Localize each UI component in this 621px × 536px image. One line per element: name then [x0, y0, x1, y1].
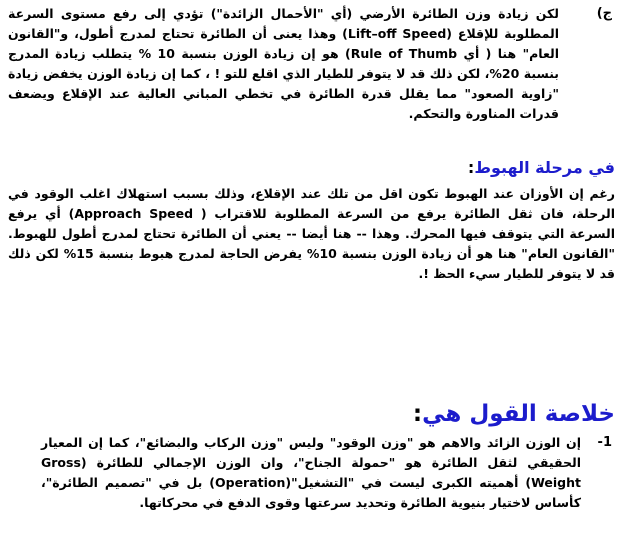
landing-phase-heading — [468, 160, 615, 176]
summary-heading — [413, 403, 615, 426]
summary-item-1-text: إن الوزن الزائد والاهم هو "وزن الوقود" وليس "وزن الركاب والبضائع"، كما إن المعيار الحقيقي لثقل الطائرة هو "حمولة الجناح"، وان الوزن الإجمالي للطائرة (Gross Weight) أهميته الكبرى ليست في "التشغيل"(Operation) بل في "تصميم الطائرة"، كأساس لاختيار بنيوية الطائرة وتحديد سرعتها وقوى الدفع في محركاتها. — [41, 435, 581, 510]
landing-heading-colon: : — [467, 158, 475, 177]
paragraph-takeoff-weight: لكن زيادة وزن الطائرة الأرضي (أي "الأحمال الزائدة") تؤدي إلى رفع مستوى السرعة المطلوبة للإقلاع (Lift–off Speed) وهذا يعنى أن الطائرة تحتاج لمدرج أطول، و"القانون العام" هنا ( أي Rule of Thumb) هو إن زيادة الوزن بنسبة 10 % يتطلب زيادة المدرج بنسبة 20%، لكن ذلك قد لا يتوفر للطيار الذي اقلع للتو ! ، كما إن زيادة الوزن يخفض زيادة "زاوية الصعود" مما يقلل قدرة الطائرة في تخطي المباني العالية عند الإقلاع ويضعف قدرات المناورة والتحكم. — [8, 6, 559, 121]
list-marker-c: ج) — [596, 6, 612, 21]
list-marker-1: 1- — [597, 435, 612, 450]
paragraph-landing: رغم إن الأوزان عند الهبوط تكون اقل من تلك عند الإقلاع، وذلك بسبب استهلاك اغلب الوقود في الرحلة، فان ثقل الطائرة يرفع من السرعة المطلوبة للاقتراب ( Approach Speed) أي يرفع السرعة التي يتوقف فيها المحرك. وهذا -- هنا أيضا -- يعني أن الطائرة تحتاج لمدرج أطول للهبوط. "القانون العام" هنا هو أن زيادة الوزن بنسبة 10% يفرض الحاجة لمدرج هبوط بنسبة 15% لكن ذلك قد لا يتوفر للطيار سيء الحظ !. — [8, 186, 615, 281]
summary-heading-text: خلاصة القول هي — [422, 401, 615, 427]
summary-heading-colon: : — [412, 401, 423, 427]
landing-heading-text: في مرحلة الهبوط — [474, 158, 615, 177]
